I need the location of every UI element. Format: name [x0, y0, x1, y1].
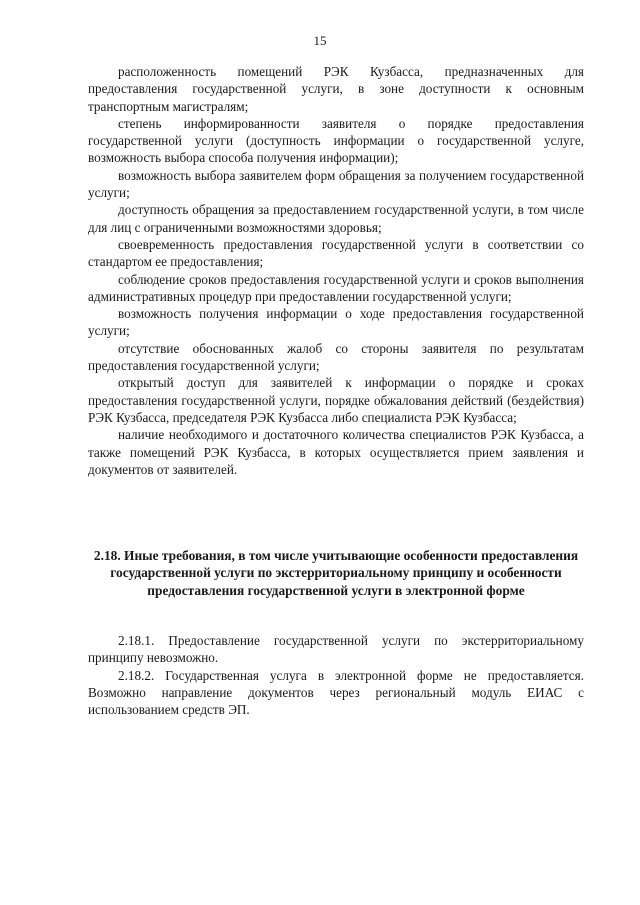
criteria-item: соблюдение сроков предоставления государственной услуги и сроков выполнения административных процедур при предоставлении государственной услуги;	[88, 271, 584, 304]
criteria-item: расположенность помещений РЭК Кузбасса, предназначенных для предоставления государственной услуги, в зоне доступности к основным транспортным магистралям;	[88, 64, 584, 114]
criteria-item: своевременность предоставления государственной услуги в соответствии со стандартом ее предоставления;	[88, 236, 584, 270]
criteria-item: возможность получения информации о ходе предоставления государственной услуги;	[88, 306, 584, 339]
criteria-item: возможность выбора заявителем форм обращения за получением государственной услуги;	[88, 167, 584, 201]
criteria-item: доступность обращения за предоставлением государственной услуги, в том числе для лиц с ограниченными возможностями здоровья;	[88, 202, 584, 235]
clause-item: 2.18.1. Предоставление государственной услуги по экстерриториальному принципу невозможно.	[88, 633, 584, 666]
criteria-list	[88, 63, 584, 478]
criteria-item: наличие необходимого и достаточного количества специалистов РЭК Кузбасса, а также помещений РЭК Кузбасса, в которых осуществляется прием заявления и документов от заявителей.	[88, 427, 584, 477]
criteria-item: открытый доступ для заявителей к информации о порядке и сроках предоставления государственной услуги, порядке обжалования действий (бездействия) РЭК Кузбасса, председателя РЭК Кузбасса либо специалиста РЭК Кузбасса;	[88, 375, 584, 425]
section-heading	[88, 547, 584, 599]
clause-item: 2.18.2. Государственная услуга в электронной форме не предоставляется. Возможно направление документов через региональный модуль ЕИАС с использованием средств ЭП.	[88, 667, 584, 718]
clauses-list	[88, 632, 584, 718]
criteria-item: отсутствие обоснованных жалоб со стороны заявителя по результатам предоставления государственной услуги;	[88, 340, 584, 374]
section-heading-text: 2.18. Иные требования, в том числе учитывающие особенности предоставления государственной услуги по экстерриториальному принципу и особенности предоставления государственной услуги в электронной форме	[93, 548, 579, 598]
page-number: 15	[313, 33, 327, 48]
criteria-item: степень информированности заявителя о порядке предоставления государственной услуги (доступность информации о государственной услуге, возможность выбора способа получения информации);	[88, 115, 584, 166]
